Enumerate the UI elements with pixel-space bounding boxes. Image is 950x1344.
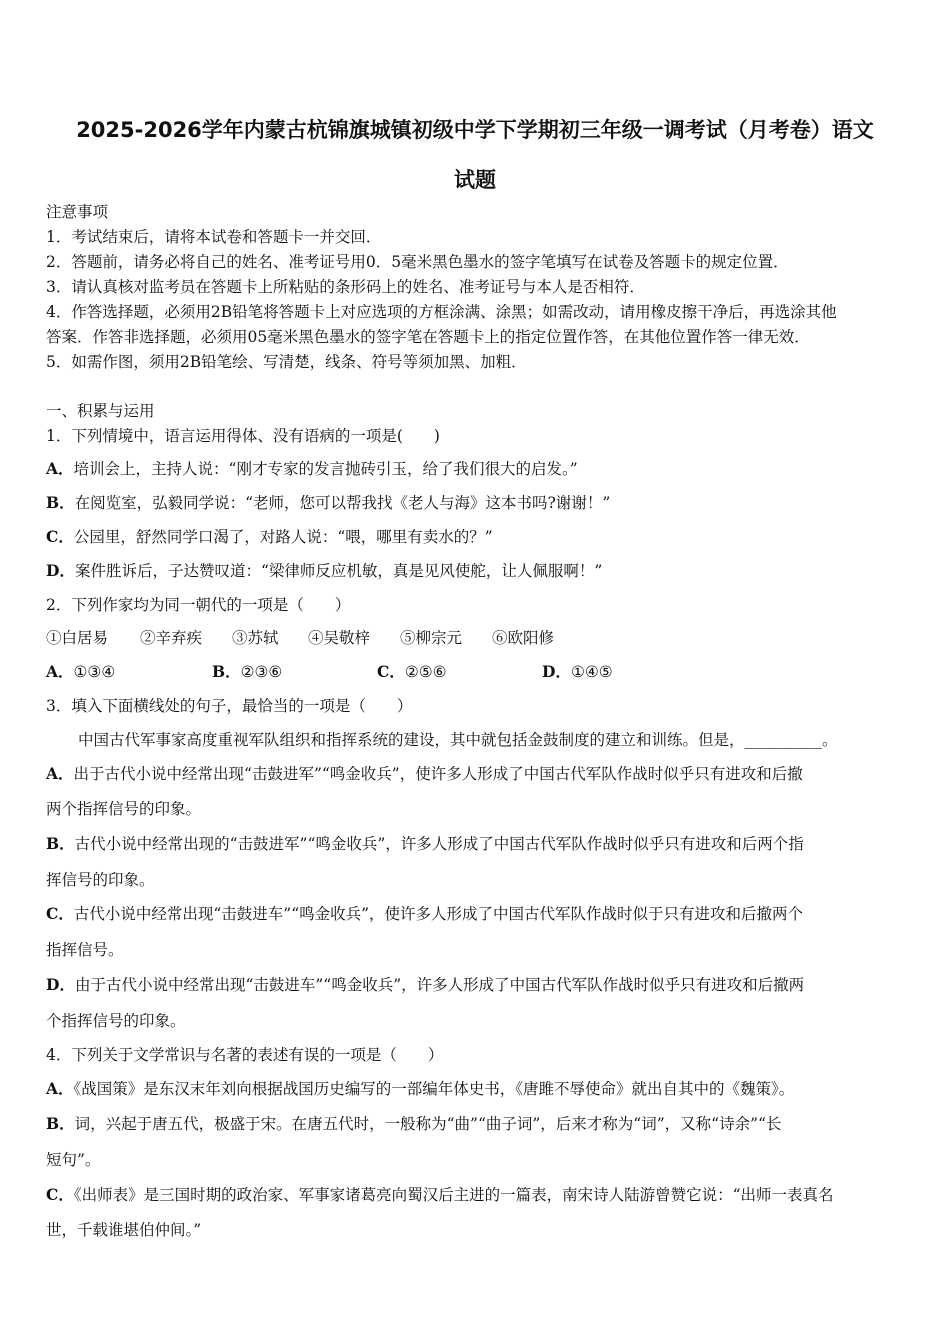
question-2-option-d: D．①④⑤ <box>542 662 613 681</box>
author-item: ①白居易 <box>46 629 109 647</box>
question-3-passage: 中国古代军事家高度重视军队组织和指挥系统的建设，其中就包括金鼓制度的建立和训练。但是，__________。 <box>78 731 838 749</box>
question-1-option-d: D．案件胜诉后，子达赞叹道：“梁律师反应机敏，真是见风使舵，让人佩服啊！” <box>46 561 603 580</box>
question-4-option-b-cont: 短句”。 <box>46 1151 101 1169</box>
notice-item: 答案．作答非选择题，必须用05毫米黑色墨水的签字笔在答题卡上的指定位置作答，在其他位置作答一律无效． <box>46 328 810 346</box>
exam-title-line2: 试题 <box>454 168 496 192</box>
question-2-option-a: A．①③④ <box>46 662 116 681</box>
notice-item: 3．请认真核对监考员在答题卡上所粘贴的条形码上的姓名、准考证号与本人是否相符． <box>46 278 645 296</box>
question-3-option-b-cont: 挥信号的印象。 <box>46 871 155 889</box>
question-3-option-b: B．古代小说中经常出现的“击鼓进军”“鸣金收兵”，许多人形成了中国古代军队作战时似乎只有进攻和后两个指 <box>46 834 804 853</box>
question-3-stem: 3．填入下面横线处的句子，最恰当的一项是（ ） <box>46 697 413 715</box>
question-3-option-d-cont: 个指挥信号的印象。 <box>46 1012 186 1030</box>
question-2-option-c: C．②⑤⑥ <box>377 662 447 681</box>
question-3-option-d: D．由于古代小说中经常出现“击鼓进车”“鸣金收兵”，许多人形成了中国古代军队作战时似乎只有进攻和后撤两 <box>46 975 805 994</box>
question-2-option-b: B．②③⑥ <box>212 662 283 681</box>
author-item: ④吴敬梓 <box>308 629 371 647</box>
question-1-option-c: C．公园里，舒然同学口渴了，对路人说：“喂，哪里有卖水的？” <box>46 527 493 546</box>
author-item: ②辛弃疾 <box>140 629 203 647</box>
notice-heading: 注意事项 <box>46 203 109 221</box>
question-3-option-a-cont: 两个指挥信号的印象。 <box>46 800 202 818</box>
notice-item: 5．如需作图，须用2B铅笔绘、写清楚，线条、符号等须加黑、加粗． <box>46 353 527 371</box>
question-2-stem: 2．下列作家均为同一朝代的一项是（ ） <box>46 596 351 614</box>
question-4-option-c-cont: 世，千载谁堪伯仲间。” <box>46 1221 202 1239</box>
author-item: ⑤柳宗元 <box>400 629 463 647</box>
section-heading: 一、积累与运用 <box>46 402 155 420</box>
question-3-option-c-cont: 指挥信号。 <box>46 941 124 959</box>
question-1-option-a: A．培训会上，主持人说：“刚才专家的发言抛砖引玉，给了我们很大的启发。” <box>46 459 578 478</box>
exam-title-line1: 2025-2026学年内蒙古杭锦旗城镇初级中学下学期初三年级一调考试（月考卷）语文 <box>76 118 874 142</box>
question-4-option-c: C．《出师表》是三国时期的政治家、军事家诸葛亮向蜀汉后主进的一篇表，南宋诗人陆游曾赞它说：“出师一表真名 <box>46 1185 834 1204</box>
question-3-option-c: C．古代小说中经常出现“击鼓进车”“鸣金收兵”，使许多人形成了中国古代军队作战时似于只有进攻和后撤两个 <box>46 904 804 923</box>
question-3-option-a: A．出于古代小说中经常出现“击鼓进军”“鸣金收兵”，使许多人形成了中国古代军队作战时似乎只有进攻和后撤 <box>46 764 803 783</box>
question-4-stem: 4．下列关于文学常识与名著的表述有误的一项是（ ） <box>46 1046 444 1064</box>
author-item: ③苏轼 <box>232 629 279 647</box>
author-item: ⑥欧阳修 <box>492 629 555 647</box>
question-1-stem: 1．下列情境中，语言运用得体、没有语病的一项是( ) <box>46 427 440 445</box>
question-4-option-a: A．《战国策》是东汉末年刘向根据战国历史编写的一部编年体史书，《唐雎不辱使命》就出自其中的《魏策》。 <box>46 1079 795 1098</box>
notice-item: 2．答题前，请务必将自己的姓名、准考证号用0．5毫米黑色墨水的签字笔填写在试卷及答题卡的规定位置． <box>46 253 789 271</box>
notice-item: 1．考试结束后，请将本试卷和答题卡一并交回． <box>46 228 382 246</box>
question-4-option-b: B．词，兴起于唐五代，极盛于宋。在唐五代时，一般称为“曲”“曲子词”，后来才称为“词”，又称“诗余”“长 <box>46 1114 782 1133</box>
notice-item: 4．作答选择题，必须用2B铅笔将答题卡上对应选项的方框涂满、涂黑；如需改动，请用橡皮擦干净后，再选涂其他 <box>46 303 837 321</box>
question-1-option-b: B．在阅览室，弘毅同学说：“老师，您可以帮我找《老人与海》这本书吗?谢谢！” <box>46 493 611 512</box>
